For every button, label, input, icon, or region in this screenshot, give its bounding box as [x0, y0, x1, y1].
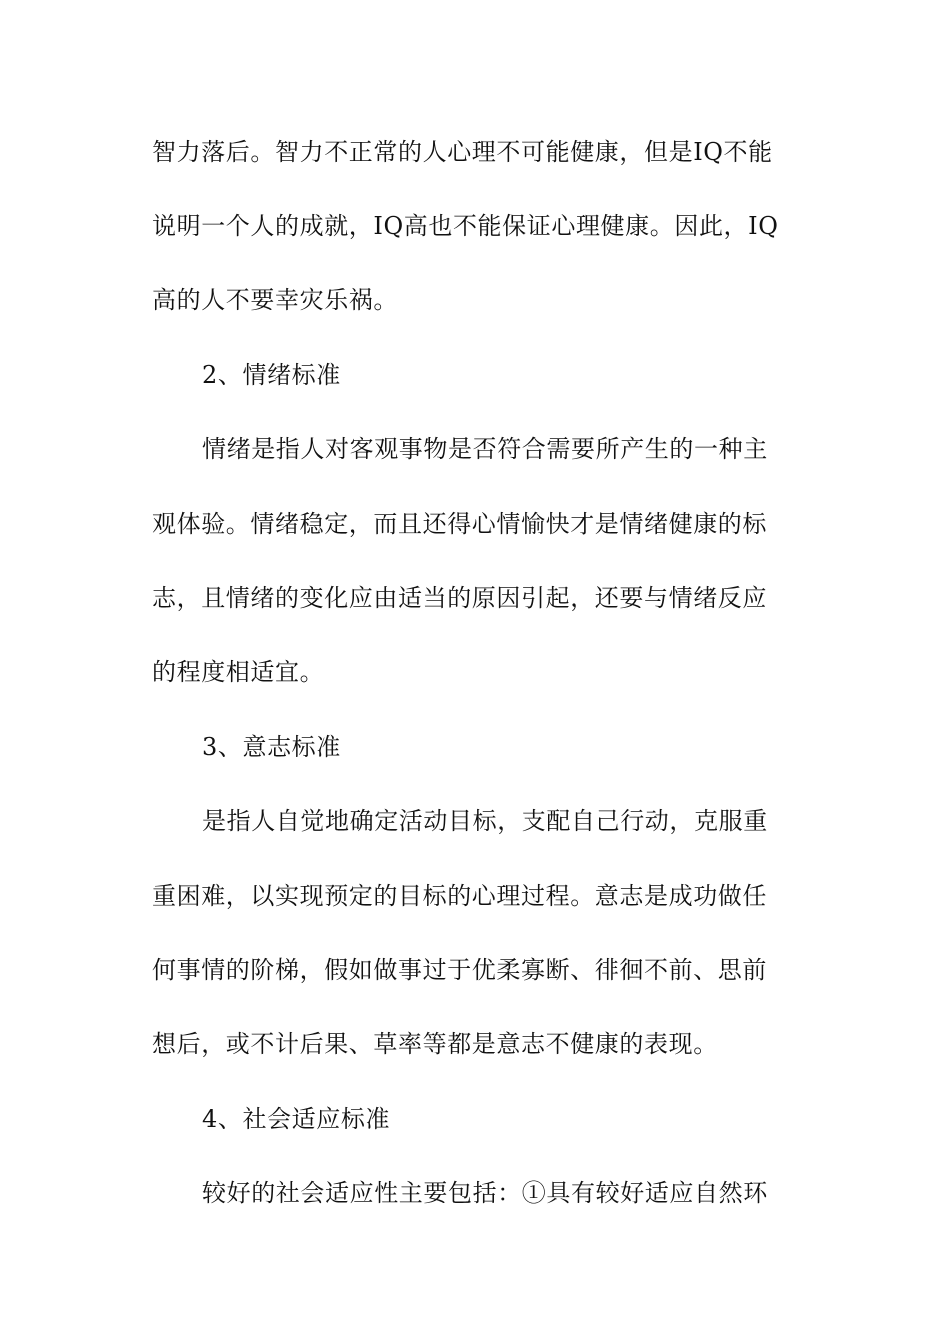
paragraph-line: 志，且情绪的变化应由适当的原因引起，还要与情绪反应 [152, 584, 767, 612]
paragraph-line: 较好的社会适应性主要包括：①具有较好适应自然环 [202, 1179, 768, 1207]
section-heading: 4、社会适应标准 [202, 1105, 391, 1133]
paragraph-line: 的程度相适宜。 [152, 658, 325, 686]
section-heading: 2、情绪标准 [202, 361, 341, 389]
paragraph-line: 高的人不要幸灾乐祸。 [152, 286, 398, 314]
paragraph-line: 情绪是指人对客观事物是否符合需要所产生的一种主 [202, 435, 768, 463]
paragraph-line: 智力落后。智力不正常的人心理不可能健康，但是IQ不能 [152, 138, 773, 166]
paragraph-line: 说明一个人的成就，IQ高也不能保证心理健康。因此，IQ [152, 212, 779, 240]
paragraph-line: 是指人自觉地确定活动目标，支配自己行动，克服重 [202, 807, 768, 835]
section-heading: 3、意志标准 [202, 733, 341, 761]
paragraph-line: 想后，或不计后果、草率等都是意志不健康的表现。 [152, 1030, 718, 1058]
paragraph-line: 重困难，以实现预定的目标的心理过程。意志是成功做任 [152, 882, 767, 910]
paragraph-line: 观体验。情绪稳定，而且还得心情愉快才是情绪健康的标 [152, 510, 767, 538]
paragraph-line: 何事情的阶梯，假如做事过于优柔寡断、徘徊不前、思前 [152, 956, 767, 984]
